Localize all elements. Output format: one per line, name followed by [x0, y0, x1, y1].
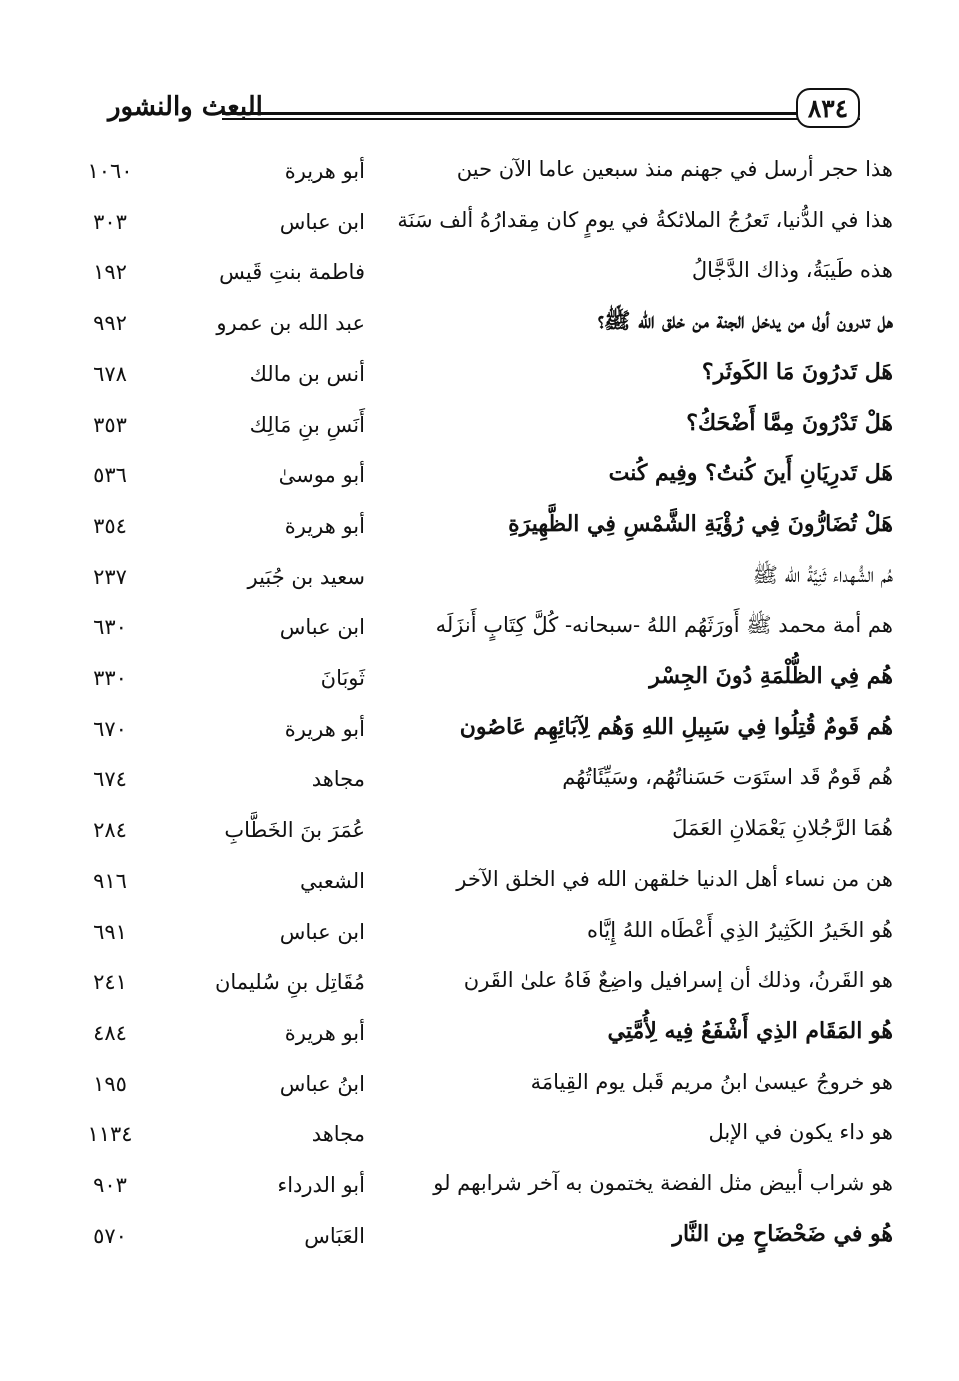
hadith-text: هُمَا الرَّجُلانِ يَعْمَلانِ العَمَلَ	[672, 816, 893, 841]
index-row	[0, 806, 959, 854]
page-reference: ٦٣٠	[93, 615, 127, 640]
index-row	[0, 1110, 959, 1158]
page-reference: ٣٠٣	[93, 209, 127, 234]
page-reference: ٥٧٠	[93, 1223, 127, 1248]
narrator-name: أَنَسِ بنِ مَالِك	[249, 412, 365, 437]
hadith-text: هو شراب أبيض مثل الفضة يختمون به آخر شرابهم لو	[433, 1171, 893, 1195]
page-reference: ٩٩٢	[93, 311, 127, 336]
index-row	[0, 1212, 959, 1260]
page-reference: ١١٣٤	[87, 1122, 133, 1147]
narrator-name: أبو موسىٰ	[278, 463, 365, 488]
narrator-name: ابن عباس	[279, 615, 365, 640]
page-reference: ٢٨٤	[93, 818, 127, 843]
hadith-text: هَلْ تَدْرُونَ مِمَّا أَضْحَكُ؟	[686, 409, 893, 436]
index-row	[0, 1009, 959, 1057]
header-rule-thin	[222, 118, 860, 120]
hadith-text: هُم فِي الظُّلْمَةِ دُونَ الجِسْر	[649, 663, 893, 689]
index-row	[0, 654, 959, 702]
narrator-name: عبد الله بن عمرو	[216, 311, 365, 336]
page-reference: ٣٥٤	[93, 513, 127, 538]
index-row	[0, 248, 959, 296]
index-row	[0, 603, 959, 651]
page-reference: ١٩٢	[93, 260, 127, 285]
page-reference: ١٠٦٠	[87, 159, 133, 183]
page-reference: ٣٣٠	[93, 666, 127, 690]
narrator-name: مُقَاتِل بنِ سُليمان	[214, 970, 365, 995]
narrator-name: سعيد بن جُبَير	[247, 564, 365, 589]
page-reference: ٤٨٤	[93, 1020, 127, 1045]
page-reference: ٩٠٣	[93, 1173, 127, 1197]
index-row	[0, 958, 959, 1006]
page-reference: ١٩٥	[93, 1071, 127, 1096]
narrator-name: ابن عباس	[279, 919, 365, 944]
hadith-text: هُو في ضَحْضَاحٍ مِن النَّار	[672, 1220, 893, 1247]
hadith-text: هن من نساء أهل الدنيا خلقهن الله في الخلق الآخر	[456, 866, 893, 891]
index-row	[0, 705, 959, 753]
page-reference: ٦٩١	[93, 919, 127, 944]
index-row	[0, 1060, 959, 1108]
hadith-text: هُم قَومٌ قُتِلُوا فِي سَبِيلِ اللهِ وَهُم لِآبَائِهِم عَاصُون	[459, 713, 893, 740]
narrator-name: أنس بن مالك	[249, 361, 365, 386]
index-row	[0, 857, 959, 905]
hadith-text: هذا حجر أرسل في جهنم منذ سبعين عاما الآن حين	[456, 157, 893, 181]
page-reference: ٦٧٨	[93, 361, 127, 386]
index-row	[0, 350, 959, 398]
index-row	[0, 1161, 959, 1209]
hadith-text: هُم قَومٌ قَد استَوَت حَسَناتُهُم، وسَيِّئَاتُهُم	[562, 765, 893, 790]
page-number: ٨٣٤	[807, 93, 849, 123]
narrator-name: أبو هريرة	[284, 159, 365, 183]
narrator-name: أبو هريرة	[284, 1020, 365, 1045]
page-reference: ٥٣٦	[93, 463, 127, 488]
index-row	[0, 908, 959, 956]
narrator-name: ابنُ عباس	[279, 1071, 365, 1096]
index-row	[0, 451, 959, 499]
index-row	[0, 198, 959, 246]
narrator-name: أبو هريرة	[284, 513, 365, 538]
narrator-name: أبو الدرداء	[277, 1173, 365, 1197]
hadith-text: هُو الخَيرُ الكَثِيرُ الذِي أَعْطَاه اللهُ إِيَّاه	[587, 917, 893, 942]
index-row	[0, 299, 959, 347]
hadith-text: هُم الشُّهداء ثَنِيَّةُ الله ﷺ	[752, 562, 893, 587]
page-number-frame	[796, 88, 860, 128]
hadith-text: هذا في الدُّنيا، تَعرُجُ الملائكةُ في يومٍ كان مِقدارُهُ ألف سَنَة	[397, 207, 893, 232]
page-reference: ٩١٦	[93, 868, 127, 893]
narrator-name: مجاهد	[311, 767, 365, 792]
page-header	[100, 86, 860, 132]
page-reference: ٦٧٠	[93, 716, 127, 741]
page-reference: ٢٣٧	[93, 564, 127, 589]
narrator-name: فاطمة بنتِ قَيس	[219, 260, 365, 285]
page-reference: ٦٧٤	[93, 767, 127, 792]
page-reference: ٢٤١	[93, 970, 127, 995]
narrator-name: العَبَاس	[304, 1223, 365, 1248]
index-row	[0, 755, 959, 803]
index-row	[0, 401, 959, 449]
page-reference: ٣٥٣	[93, 412, 127, 437]
narrator-name: مجاهد	[311, 1122, 365, 1147]
header-rule	[222, 112, 860, 115]
index-row	[0, 147, 959, 195]
narrator-name: عُمَرَ بنَ الخَطَّابِ	[224, 818, 365, 843]
hadith-text: هَل تَدرُونَ مَا الكَوثَر؟	[701, 358, 893, 385]
hadith-text: هو خروجُ عيسىٰ ابنُ مريم قَبل يوم القِيامَة	[530, 1069, 893, 1094]
book-title: البعث والنشور	[108, 92, 263, 122]
hadith-text: هو القَرنُ، وذلك أن إسرافيل واضِعٌ فَاهُ علىٰ القَرن	[463, 968, 893, 993]
hadith-text: هو داء يكون في الإبل	[708, 1120, 893, 1145]
hadith-text: هل تدرون أول من يدخل الجنة من خلق الله ﷺ؟	[597, 308, 893, 335]
index-row	[0, 502, 959, 550]
narrator-name: أبو هريرة	[284, 716, 365, 741]
index-row	[0, 553, 959, 601]
hadith-text: هُو المَقَام الذِي أَشْفَعُ فِيه لِأُمَّتِي	[607, 1017, 893, 1044]
hadith-text: هم أمة محمد ﷺ أَورَثَهُم اللهُ -سبحانه- كُلَّ كِتَابٍ أَنزَلَه	[435, 613, 893, 638]
narrator-name: ابن عباس	[279, 209, 365, 234]
hadith-text: هَلْ تُضَارُّونَ فِي رُؤْيَةِ الشَّمْسِ فِي الظَّهِيرَةِ	[508, 510, 893, 537]
narrator-name: الشعبي	[300, 868, 365, 893]
hadith-text: هَل تَدرِيَانِ أَينَ كُنتُ؟ وفِيم كُنت	[608, 460, 893, 487]
hadith-text: هذه طَيبَةُ، وذاك الدَّجَّالُ	[691, 258, 893, 283]
narrator-name: ثَوبَانَ	[320, 666, 365, 690]
